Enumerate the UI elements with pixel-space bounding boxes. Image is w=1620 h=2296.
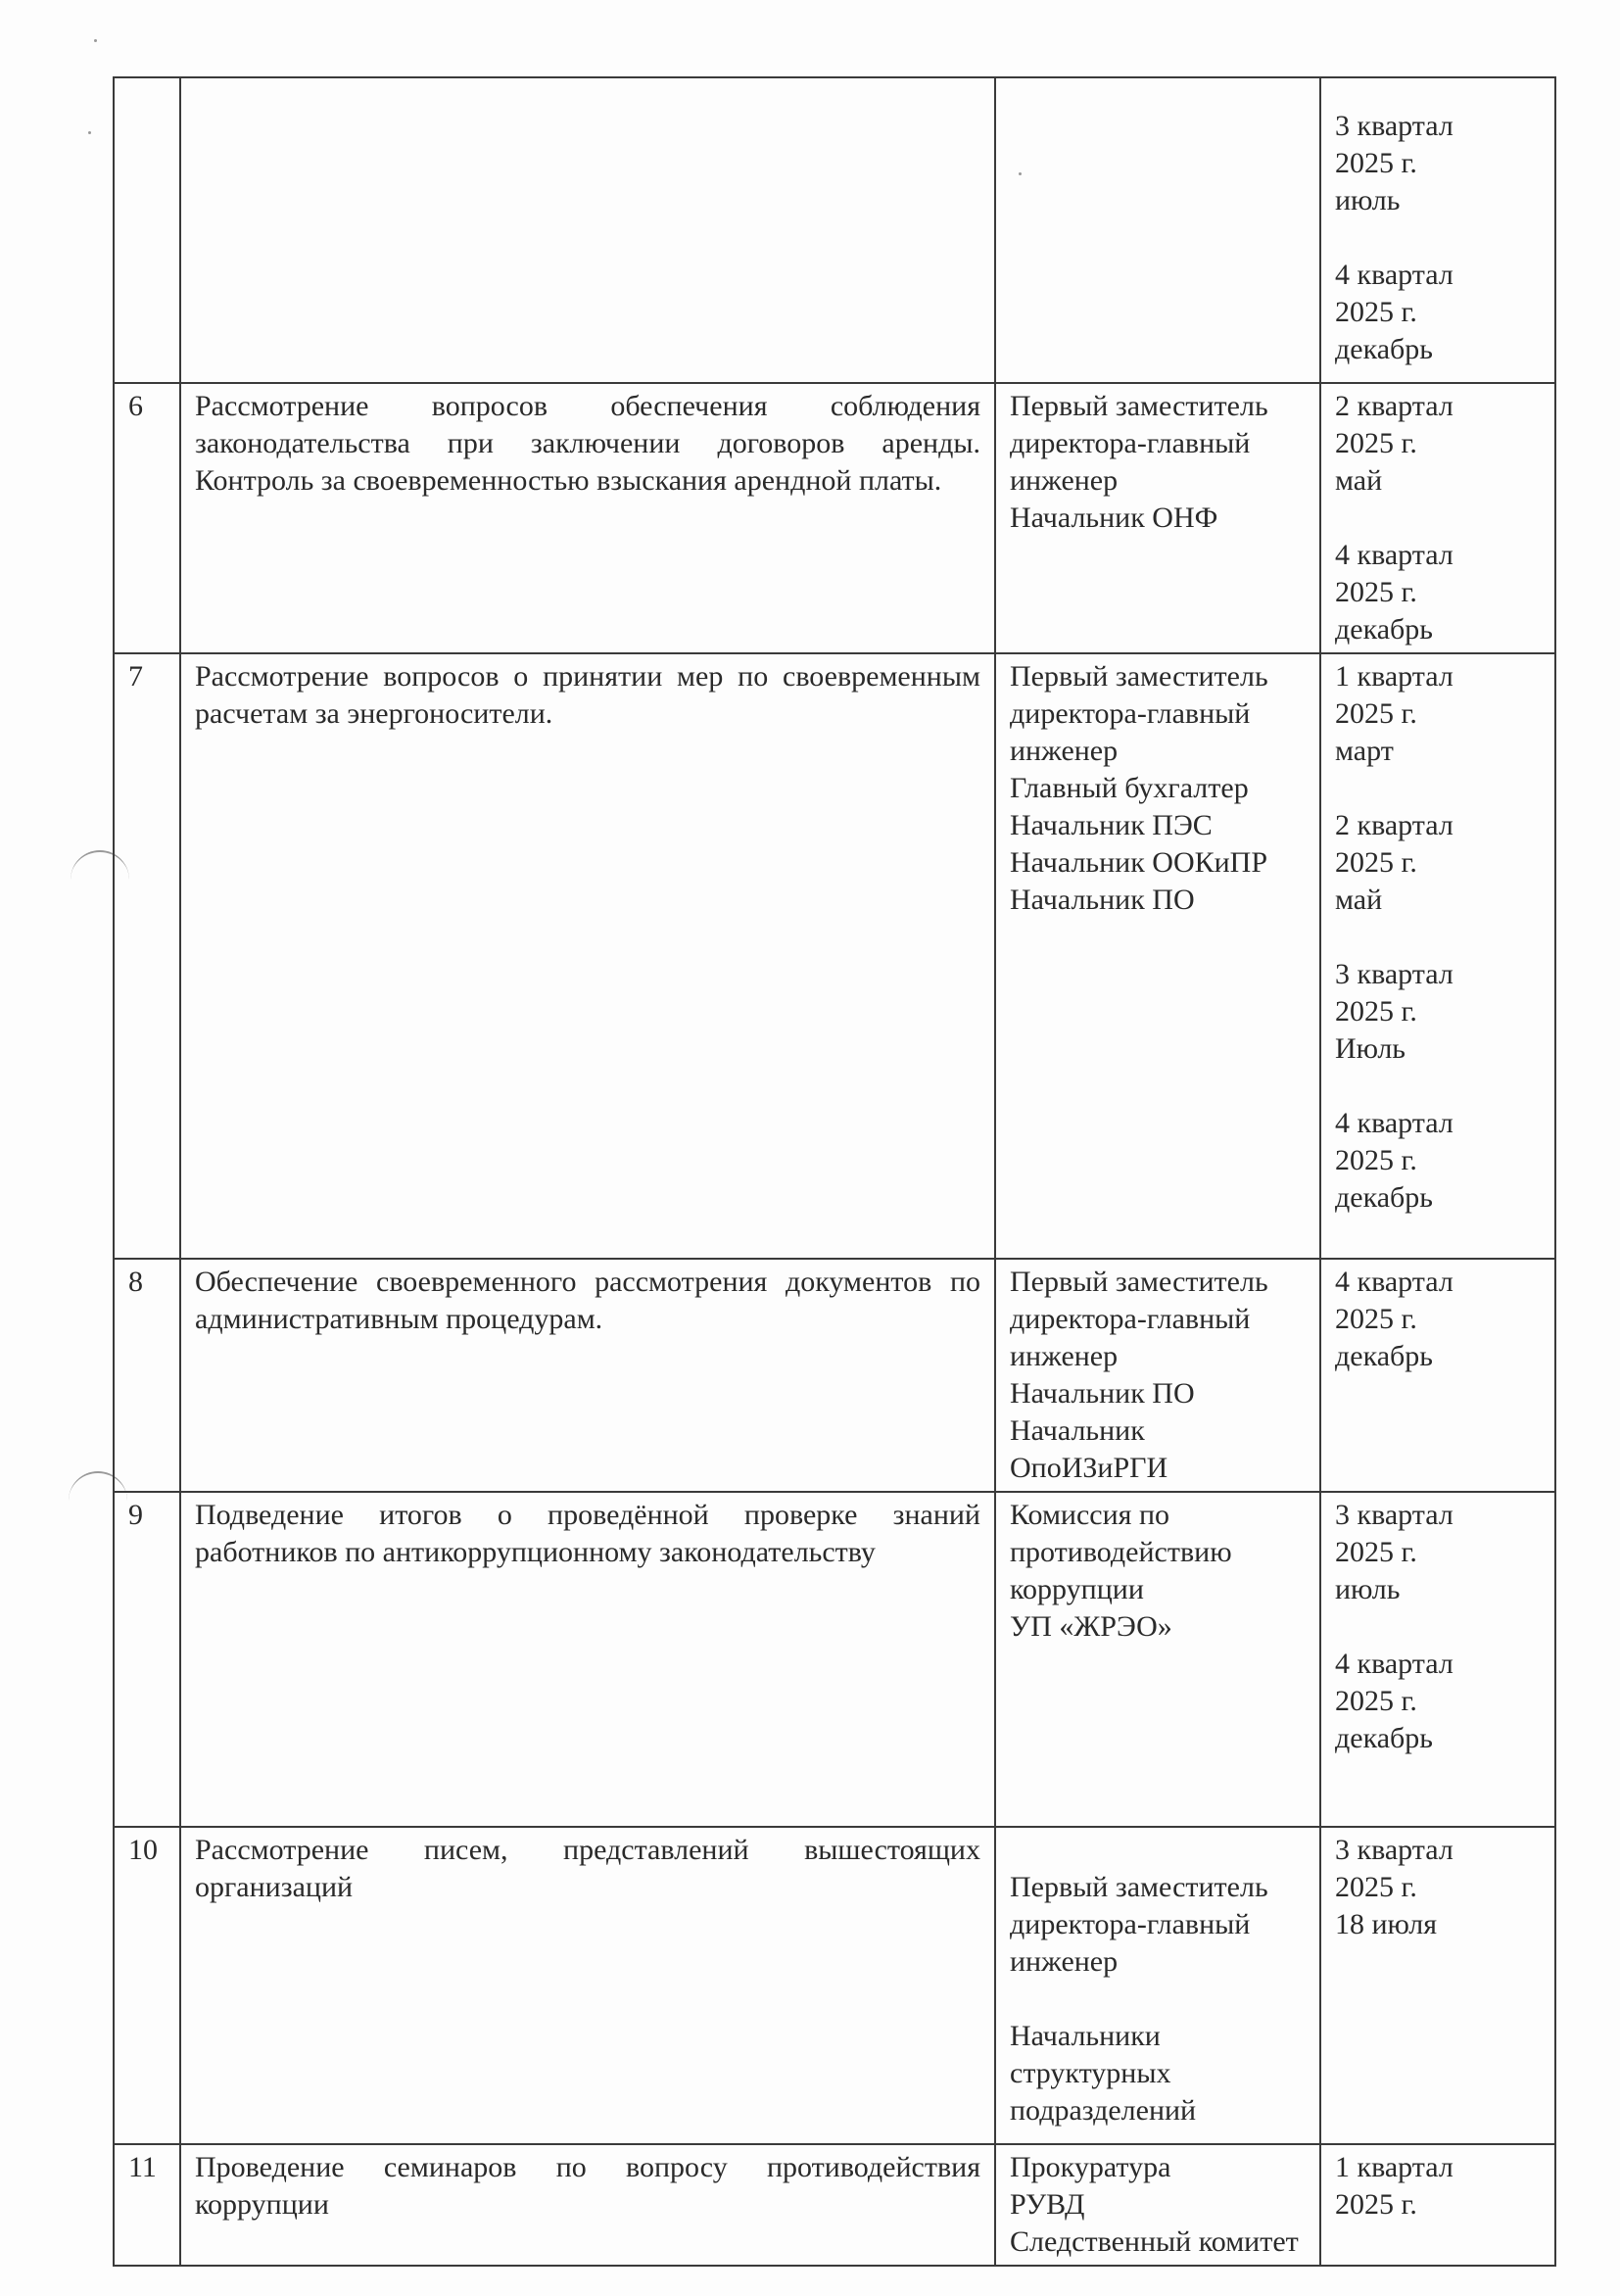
responsible-cell [995, 1259, 1320, 1492]
measure-text: Рассмотрение вопросов о принятии мер по своевременным расчетам за энергоносители. [180, 653, 995, 1259]
deadline-line: 4 квартал [1335, 1648, 1453, 1680]
measure-text [180, 77, 995, 383]
deadline-line: июль [1335, 184, 1401, 216]
measure-text: Рассмотрение писем, представлений вышестоящих организаций [180, 1827, 995, 2144]
deadline-line: 2025 г. [1335, 995, 1417, 1028]
responsible-line: УП «ЖРЭО» [1010, 1610, 1172, 1643]
deadline-line: 2025 г. [1335, 1685, 1417, 1717]
deadline-line: 3 квартал [1335, 1499, 1453, 1531]
deadline-spacer [1335, 919, 1547, 956]
deadline-line: декабрь [1335, 1181, 1433, 1214]
deadline-cell [1320, 653, 1555, 1259]
table-row [114, 1827, 1555, 2144]
responsible-line: Первый заместитель [1010, 1266, 1268, 1298]
deadline-line: март [1335, 735, 1394, 767]
deadline-line: 2025 г. [1335, 2188, 1417, 2221]
responsible-line [1010, 1981, 1311, 2018]
table-row [114, 653, 1555, 1259]
deadline-line: 4 квартал [1335, 1107, 1453, 1139]
deadline-line: 2025 г. [1335, 147, 1417, 179]
responsible-line: Начальник [1010, 1414, 1145, 1447]
responsible-line: Начальник ООКиПР [1010, 846, 1268, 879]
responsible-cell [995, 653, 1320, 1259]
row-number: 8 [114, 1259, 180, 1492]
deadline-line: 18 июля [1335, 1908, 1437, 1940]
responsible-line: Начальники [1010, 2020, 1161, 2052]
deadline-line: 2025 г. [1335, 846, 1417, 879]
deadline-line: 2025 г. [1335, 1871, 1417, 1903]
table-row [114, 1259, 1555, 1492]
deadline-line: 2025 г. [1335, 1536, 1417, 1568]
deadline-line: 2025 г. [1335, 1144, 1417, 1176]
responsible-line: подразделений [1010, 2094, 1197, 2127]
deadline-line: декабрь [1335, 333, 1433, 365]
measure-text: Проведение семинаров по вопросу противодействия коррупции [180, 2144, 995, 2266]
responsible-line: Начальник ПЭС [1010, 809, 1213, 841]
responsible-line: РУВД [1010, 2188, 1085, 2221]
deadline-line: 2025 г. [1335, 427, 1417, 459]
row-number [114, 77, 180, 383]
deadline-line: 4 квартал [1335, 259, 1453, 291]
responsible-line: структурных [1010, 2057, 1171, 2089]
responsible-cell [995, 1492, 1320, 1827]
responsible-line: Главный бухгалтер [1010, 772, 1249, 804]
deadline-spacer [1335, 1608, 1547, 1646]
table-row [114, 383, 1555, 653]
table-row [114, 1492, 1555, 1827]
table-row [114, 2144, 1555, 2266]
deadline-line: 2025 г. [1335, 296, 1417, 328]
deadline-spacer [1335, 1068, 1547, 1105]
deadline-line: 3 квартал [1335, 958, 1453, 990]
row-number: 9 [114, 1492, 180, 1827]
responsible-line: Первый заместитель [1010, 390, 1268, 422]
responsible-line: директора-главный [1010, 697, 1251, 730]
scan-speck [94, 39, 97, 42]
deadline-cell [1320, 1827, 1555, 2144]
deadline-line: 2 квартал [1335, 390, 1453, 422]
deadline-line: декабрь [1335, 1340, 1433, 1372]
deadline-line: декабрь [1335, 1722, 1433, 1754]
deadline-line: 2025 г. [1335, 576, 1417, 608]
responsible-line: инженер [1010, 735, 1119, 767]
deadline-cell [1320, 77, 1555, 383]
responsible-line: Начальник ПО [1010, 884, 1195, 916]
deadline-line: 3 квартал [1335, 1834, 1453, 1866]
responsible-line: инженер [1010, 1945, 1119, 1978]
row-number: 7 [114, 653, 180, 1259]
responsible-line: Начальник ПО [1010, 1377, 1195, 1410]
row-number: 11 [114, 2144, 180, 2266]
deadline-cell [1320, 383, 1555, 653]
deadline-line: 2025 г. [1335, 1303, 1417, 1335]
responsible-cell [995, 2144, 1320, 2266]
responsible-line: ОпоИЗиРГИ [1010, 1452, 1168, 1484]
deadline-spacer [1335, 219, 1547, 257]
responsible-line: инженер [1010, 464, 1119, 497]
responsible-line: Начальник ОНФ [1010, 502, 1218, 534]
deadline-line: май [1335, 464, 1383, 497]
responsible-line: Первый заместитель [1010, 660, 1268, 693]
measure-text: Обеспечение своевременного рассмотрения документов по административным процедурам. [180, 1259, 995, 1492]
deadline-line: 3 квартал [1335, 110, 1453, 142]
responsible-line: Прокуратура [1010, 2151, 1171, 2183]
responsible-line: директора-главный [1010, 1908, 1251, 1940]
measure-text: Рассмотрение вопросов обеспечения соблюдения законодательства при заключении договоров аренды. Контроль за своевременностью взыскания арендной платы. [180, 383, 995, 653]
responsible-line: инженер [1010, 1340, 1119, 1372]
scan-speck [88, 131, 91, 134]
deadline-spacer [1335, 770, 1547, 807]
table-row [114, 77, 1555, 383]
deadline-spacer [1335, 500, 1547, 537]
deadline-line: Июль [1335, 1032, 1406, 1065]
deadline-cell [1320, 1492, 1555, 1827]
responsible-cell [995, 1827, 1320, 2144]
responsible-line: коррупции [1010, 1573, 1144, 1605]
plan-table [113, 76, 1556, 2267]
row-number: 10 [114, 1827, 180, 2144]
deadline-line: декабрь [1335, 613, 1433, 646]
deadline-line: 1 квартал [1335, 660, 1453, 693]
deadline-cell [1320, 2144, 1555, 2266]
deadline-line: 2025 г. [1335, 697, 1417, 730]
responsible-cell [995, 77, 1320, 383]
responsible-line: директора-главный [1010, 1303, 1251, 1335]
deadline-cell [1320, 1259, 1555, 1492]
deadline-line: 2 квартал [1335, 809, 1453, 841]
row-number: 6 [114, 383, 180, 653]
deadline-line: май [1335, 884, 1383, 916]
plan-table-body [114, 77, 1555, 2266]
deadline-line: 4 квартал [1335, 539, 1453, 571]
responsible-line: противодействию [1010, 1536, 1232, 1568]
deadline-line: 4 квартал [1335, 1266, 1453, 1298]
deadline-line: июль [1335, 1573, 1401, 1605]
deadline-line: 1 квартал [1335, 2151, 1453, 2183]
responsible-line: Комиссия по [1010, 1499, 1170, 1531]
responsible-line: директора-главный [1010, 427, 1251, 459]
responsible-line: Следственный комитет [1010, 2225, 1299, 2258]
measure-text: Подведение итогов о проведённой проверке знаний работников по антикоррупционному законодательству [180, 1492, 995, 1827]
responsible-line [1010, 1832, 1311, 1869]
responsible-line: Первый заместитель [1010, 1871, 1268, 1903]
responsible-cell [995, 383, 1320, 653]
